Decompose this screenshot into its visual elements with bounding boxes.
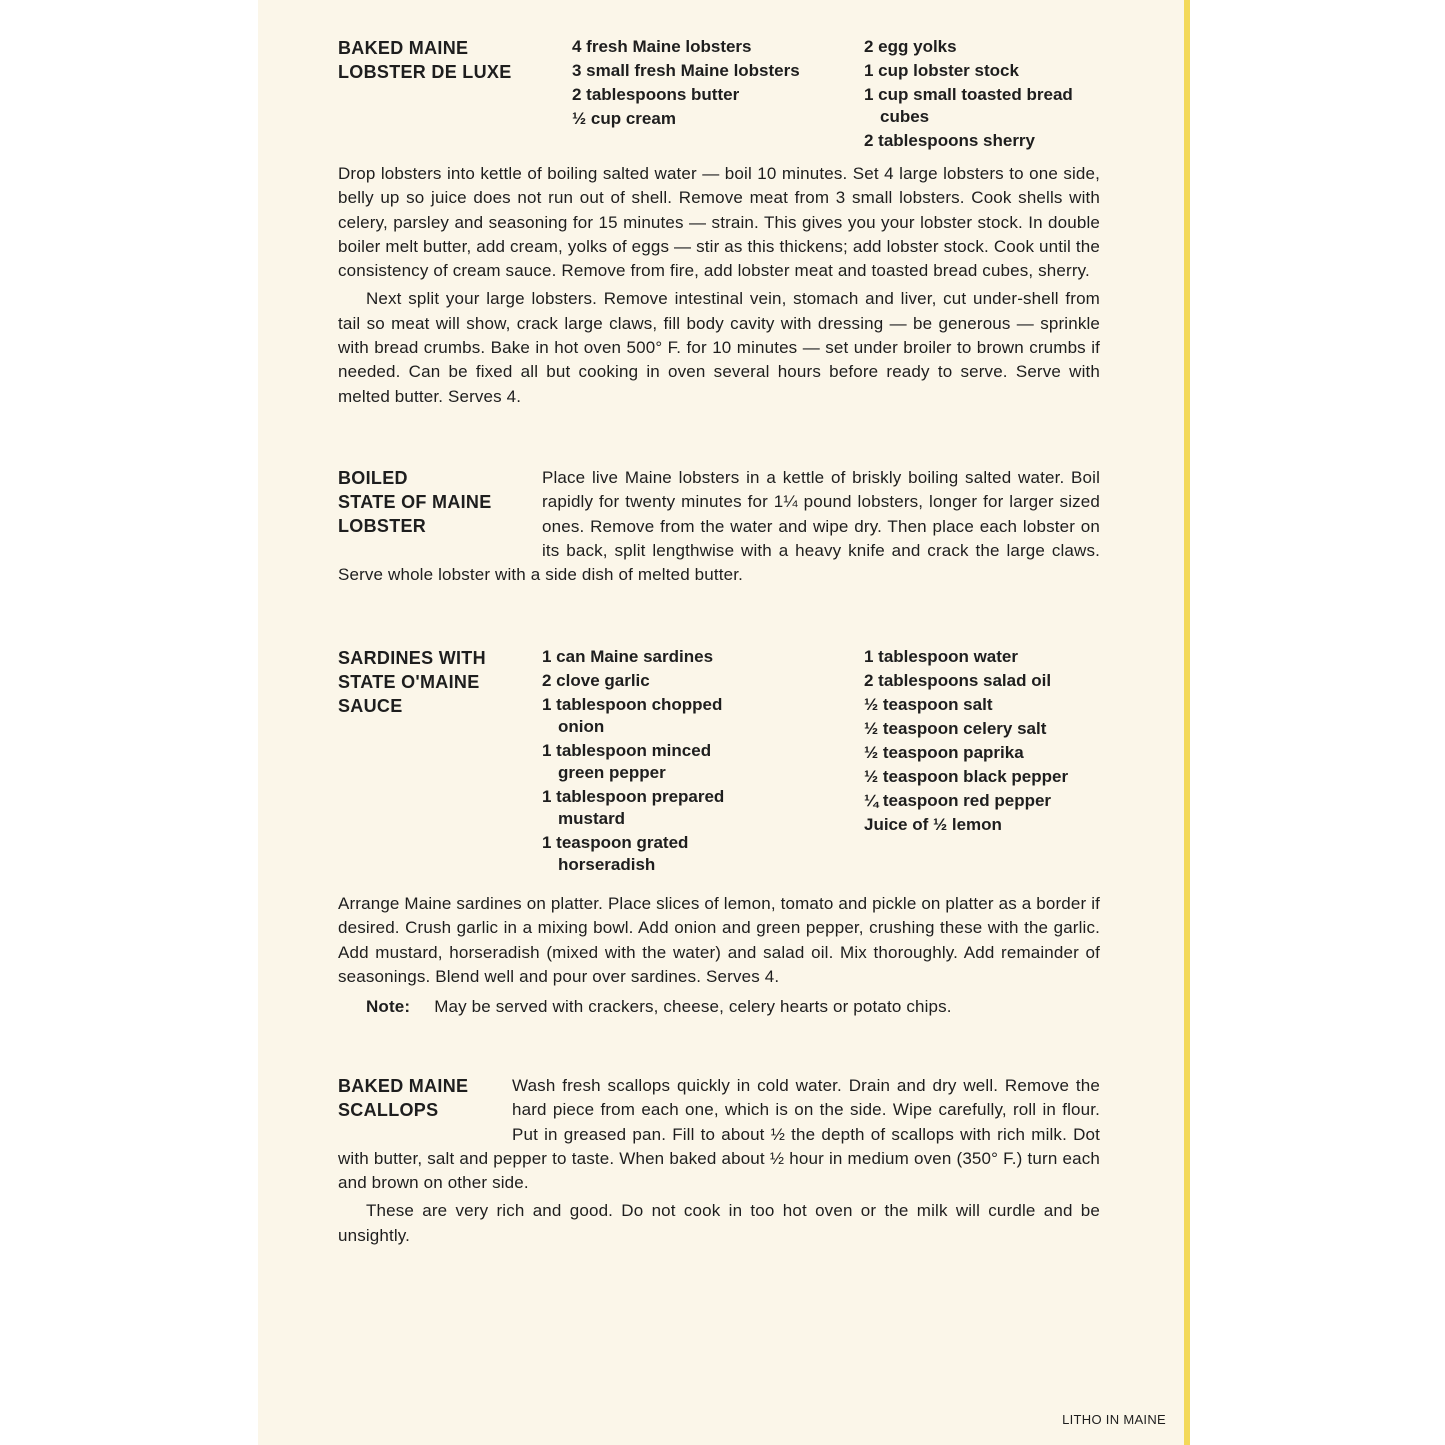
- recipe-title: SARDINES WITH STATE O'MAINE SAUCE: [338, 648, 486, 716]
- note-text: May be served with crackers, cheese, celery hearts or potato chips.: [434, 997, 952, 1017]
- ingredient: 1 teaspoon grated horseradish: [542, 833, 689, 874]
- ingredients-column-1: [542, 646, 756, 878]
- ingredient: 1 tablespoon water: [864, 647, 1018, 666]
- recipe-scallops: [338, 1074, 1100, 1248]
- recipe-directions: [338, 892, 1100, 1019]
- ingredient: 1 can Maine sardines: [542, 647, 714, 666]
- ingredient: ½ teaspoon black pepper: [864, 767, 1069, 786]
- note-label: Note:: [366, 997, 411, 1017]
- recipe-title: BAKED MAINE LOBSTER DE LUXE: [338, 38, 512, 82]
- ingredients-column-2: [864, 646, 1100, 838]
- ingredient: 2 tablespoons sherry: [864, 131, 1036, 150]
- recipe-title: BOILED STATE OF MAINE LOBSTER: [338, 468, 492, 536]
- ingredients-column-1: [572, 36, 802, 132]
- directions-paragraph: Wash fresh scallops quickly in cold water. Drain and dry well. Remove the hard piece from each one, which is on the side. Wipe carefully, roll in flour. Put in greased pan. Fill to about ½ the depth of scallops with rich milk. Dot with butter, salt and pepper to taste. When baked about ½ hour in medium oven (350° F.) turn each and brown on other side.: [338, 1076, 1100, 1193]
- ingredient: ½ teaspoon paprika: [864, 743, 1024, 762]
- recipe-boiled-lobster: [338, 466, 1100, 587]
- ingredient: 2 tablespoons butter: [572, 85, 740, 104]
- directions-paragraph: Drop lobsters into kettle of boiling salted water — boil 10 minutes. Set 4 large lobsters to one side, belly up so juice does not run out of shell. Remove meat from 3 small lobsters. Cook shells with celery, parsley and seasoning for 15 minutes — strain. This gives you your lobster stock. In double boiler melt butter, add cream, yolks of eggs — stir as this thickens; add lobster stock. Cook until the consistency of cream sauce. Remove from fire, add lobster meat and toasted bread cubes, sherry.: [338, 164, 1100, 281]
- ingredient: ½ teaspoon salt: [864, 695, 993, 714]
- recipe-title: BAKED MAINE SCALLOPS: [338, 1076, 469, 1120]
- ingredients-column-2: [864, 36, 1100, 154]
- ingredient: 1 tablespoon chopped onion: [542, 695, 723, 736]
- directions-paragraph: Next split your large lobsters. Remove intestinal vein, stomach and liver, cut under-shell from tail so meat will show, crack large claws, fill body cavity with dressing — be generous — sprinkle with bread crumbs. Bake in hot oven 500° F. for 10 minutes — set under broiler to brown crumbs if needed. Can be fixed all but cooking in oven several hours before ready to serve. Serve with melted butter. Serves 4.: [338, 289, 1100, 406]
- recipe-sardines: [338, 646, 1100, 1019]
- directions-paragraph: Arrange Maine sardines on platter. Place slices of lemon, tomato and pickle on platter as a border if desired. Crush garlic in a mixing bowl. Add onion and green pepper, crushing these with the garlic. Add mustard, horseradish (mixed with the water) and salad oil. Mix thoroughly. Add remainder of seasonings. Blend well and pour over sardines. Serves 4.: [338, 894, 1100, 986]
- ingredient: 4 fresh Maine lobsters: [572, 37, 752, 56]
- ingredient: 2 egg yolks: [864, 37, 957, 56]
- recipe-page: [258, 0, 1190, 1445]
- recipe-directions: Place live Maine lobsters in a kettle of briskly boiling salted water. Boil rapidly for twenty minutes for 1¼ pound lobsters, longer for larger sized ones. Remove from the water and wipe dry. Then place each lobster on its back, split lengthwise with a heavy knife and crack the large claws. Serve whole lobster with a side dish of melted butter.: [338, 468, 1100, 585]
- directions-paragraph: These are very rich and good. Do not cook in too hot oven or the milk will curdle and be unsightly.: [338, 1201, 1100, 1245]
- recipe-note: [338, 995, 1100, 1019]
- ingredient: 1 tablespoon prepared mustard: [542, 787, 725, 828]
- ingredient: ½ cup cream: [572, 109, 676, 128]
- ingredient: 2 clove garlic: [542, 671, 650, 690]
- recipe-directions: [338, 162, 1100, 409]
- ingredient: 1 cup lobster stock: [864, 61, 1019, 80]
- ingredient: 1 cup small toasted bread cubes: [864, 85, 1073, 126]
- printer-imprint: LITHO IN MAINE: [1062, 1412, 1166, 1427]
- recipe-baked-lobster: [338, 36, 1100, 409]
- ingredient: Juice of ½ lemon: [864, 815, 1002, 834]
- ingredient: 3 small fresh Maine lobsters: [572, 61, 800, 80]
- ingredient: ½ teaspoon celery salt: [864, 719, 1047, 738]
- ingredient: 1 tablespoon minced green pepper: [542, 741, 712, 782]
- ingredient: 2 tablespoons salad oil: [864, 671, 1052, 690]
- ingredient: ¼ teaspoon red pepper: [864, 791, 1052, 810]
